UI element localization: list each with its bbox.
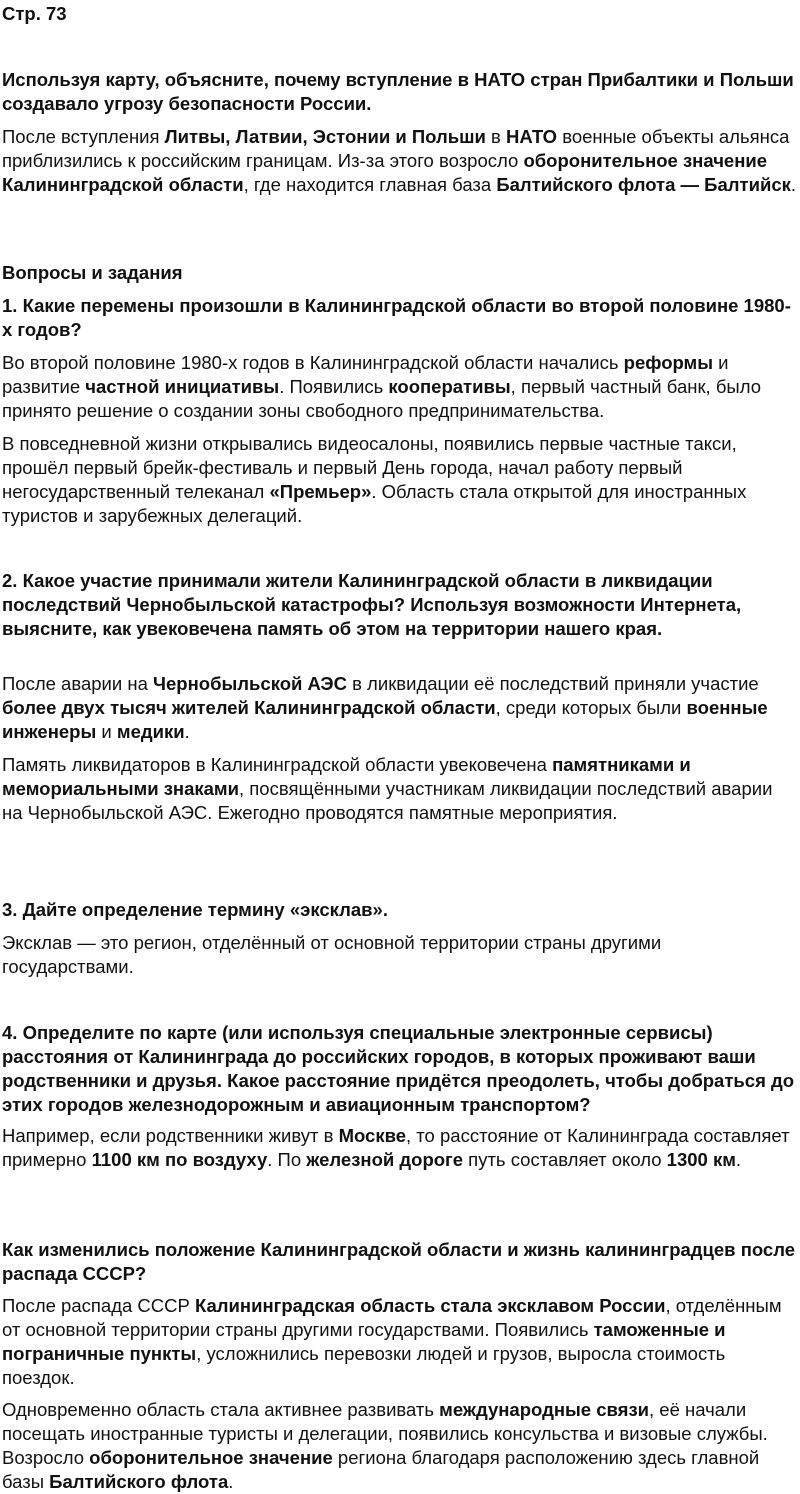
question-2 [2,569,798,641]
text-span: , где находится главная база [243,174,497,195]
question-map-nato [2,68,798,116]
bold-term: Москве [338,1125,407,1146]
bold-term: «Премьер» [269,481,372,502]
text-span: 3. Дайте определение термину «эксклав». [2,899,388,920]
bold-term: НАТО [506,126,558,147]
text-span: Одновременно область стала активнее развивать [2,1399,440,1420]
text-span: Вопросы и задания [2,262,183,283]
text-span: Во второй половине 1980-х годов в Калининградской области начались [2,352,624,373]
bold-term: военные инженеры [2,697,768,742]
text-span: Эксклав — это регион, отделённый от основной территории страны другими государствами. [2,932,662,977]
text-span: . По [267,1149,307,1170]
page-label: Стр. 73 [2,3,67,24]
bold-term: оборонительное значение [89,1447,333,1468]
text-span: , её начали посещать иностранные туристы и делегации, появились консульства и визовые службы. Возросло [2,1399,768,1468]
text-span: . [790,174,797,195]
text-span: . Область стала открытой для иностранных туристов и зарубежных делегаций. [2,481,747,526]
question-4 [2,1021,798,1117]
section-heading-questions [2,261,798,285]
text-span: . Появились [279,376,389,397]
text-span: . [228,1471,234,1492]
text-span: 4. Определите по карте (или используя специальные электронные сервисы) расстояния от Калининграда до российских городов, в которых проживают ваши родственники и друзья. Какое расстояние придётся преодолеть, чтобы добраться до этих городов железнодорожным и авиационным транспортом? [2,1022,795,1115]
question-3 [2,898,798,922]
bold-term: более двух тысяч жителей Калининградской области [2,697,496,718]
bold-term: Литвы, Латвии, Эстонии и Польши [164,126,486,147]
text-span: и [96,721,117,742]
bold-term: оборонительное значение Калининградской области [2,150,768,195]
bold-term: международные связи [439,1399,650,1420]
question-ussr-collapse [2,1238,798,1286]
text-span: 2. Какое участие принимали жители Калининградской области в ликвидации последствий Чернобыльской катастрофы? Используя возможности Интернета, выясните, как увековечена память об этом на территории нашего края. [2,570,742,639]
bold-term: 1300 км [666,1149,736,1170]
text-span: . [735,1149,742,1170]
text-span: , отделённым от основной территории страны другими государствами. Появились [2,1295,782,1340]
text-span: После распада СССР [2,1295,195,1316]
text-span: , то расстояние от Калининграда составляет примерно [2,1125,790,1170]
text-span: , первый частный банк, было принято решение о создании зоны свободного предпринимательства. [2,376,762,421]
answer-2-paragraph-1 [2,672,798,744]
text-span: и развитие [2,352,729,397]
text-span: путь составляет около [463,1149,667,1170]
text-span: , среди которых были [495,697,687,718]
bold-term: железной дороге [306,1149,464,1170]
bold-term: таможенные и пограничные пункты [2,1319,726,1364]
question-1 [2,294,798,342]
text-span: 1. Какие перемены произошли в Калининградской области во второй половине 1980-х годов? [2,295,791,340]
bold-term: Балтийского флота [49,1471,229,1492]
answer-2-paragraph-2 [2,753,798,825]
text-span: военные объекты альянса приблизились к российским границам. Из-за этого возросло [2,126,790,171]
bold-term: частной инициативы [85,376,280,397]
answer-4 [2,1124,798,1172]
answer-ussr-paragraph-1 [2,1294,798,1390]
text-span: Используя карту, объясните, почему вступление в НАТО стран Прибалтики и Польши создавало угрозу безопасности России. [2,69,794,114]
text-span: , посвящёнными участникам ликвидации последствий аварии на Чернобыльской АЭС. Ежегодно проводятся памятные мероприятия. [2,778,773,823]
text-span: , усложнились перевозки людей и грузов, выросла стоимость поездок. [2,1343,726,1388]
text-span: в ликвидации её последствий приняли участие [346,673,759,694]
bold-term: кооперативы [388,376,511,397]
answer-1-paragraph-1 [2,351,798,423]
bold-term: памятниками и мемориальными знаками [2,754,691,799]
text-span: Как изменились положение Калининградской области и жизнь калининградцев после распада СССР? [2,1239,796,1284]
text-span: В повседневной жизни открывались видеосалоны, появились первые частные такси, прошёл первый брейк-фестиваль и первый День города, начал работу первый негосударственный телеканал [2,433,737,502]
answer-map-nato [2,125,798,197]
text-span: . [184,721,190,742]
bold-term: Чернобыльской АЭС [153,673,347,694]
answer-ussr-paragraph-2 [2,1398,798,1494]
answer-3 [2,931,798,979]
bold-term: 1100 км по воздуху [91,1149,268,1170]
text-span: После вступления [2,126,165,147]
text-span: в [485,126,507,147]
bold-term: Балтийского флота — Балтийск [496,174,791,195]
answer-1-paragraph-2 [2,432,798,528]
bold-term: медики [116,721,185,742]
text-span: региона благодаря расположению здесь главной базы [2,1447,760,1492]
text-span: Память ликвидаторов в Калининградской области увековечена [2,754,553,775]
text-span: Например, если родственники живут в [2,1125,339,1146]
bold-term: реформы [623,352,714,373]
bold-term: Калининградская область стала эксклавом России [194,1295,666,1316]
text-span: После аварии на [2,673,153,694]
